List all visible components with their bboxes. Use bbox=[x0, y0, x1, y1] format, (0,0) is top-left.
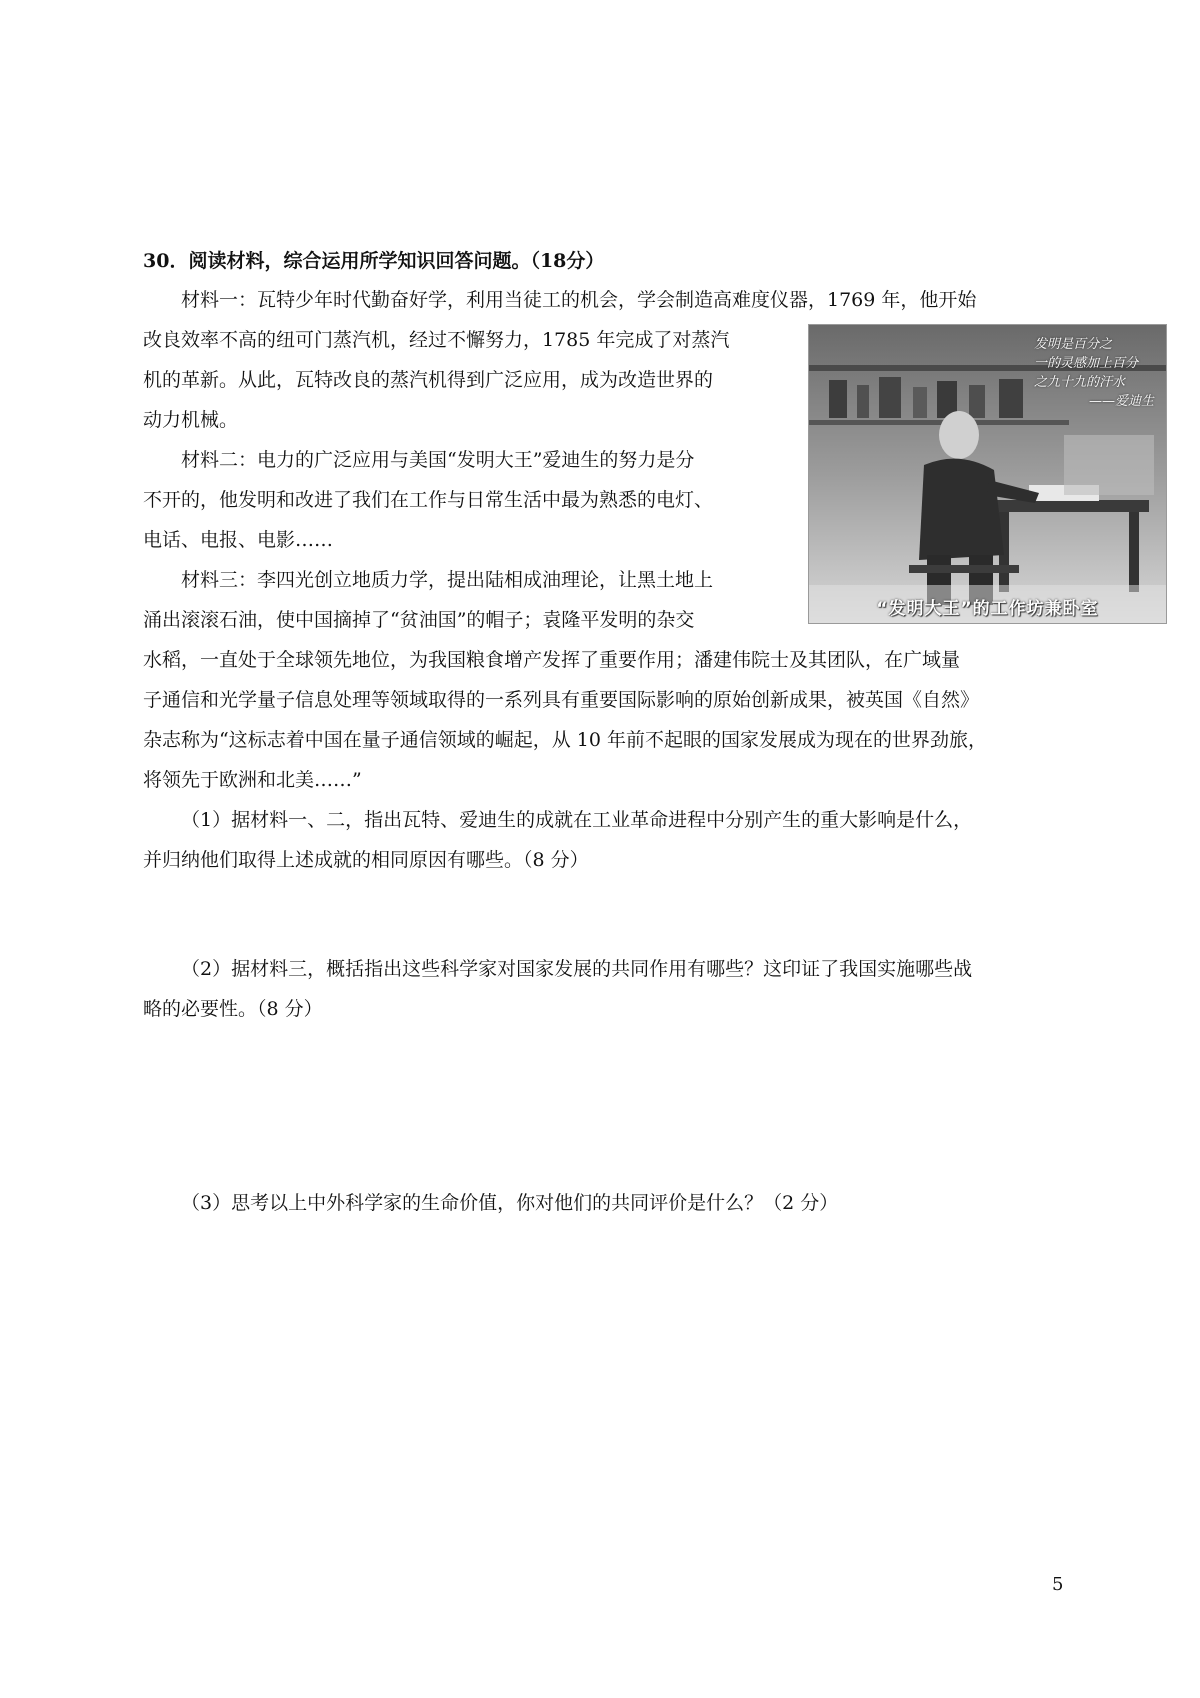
photo-caption: “发明大王”的工作坊兼卧室 bbox=[876, 599, 1099, 619]
sub-question-1-line: 并归纳他们取得上述成就的相同原因有哪些。（8 分） bbox=[143, 849, 589, 871]
material3-line: 涌出滚滚石油，使中国摘掉了“贫油国”的帽子；袁隆平发明的杂交 bbox=[143, 609, 695, 631]
material3-line: 材料三：李四光创立地质力学，提出陆相成油理论，让黑土地上 bbox=[181, 569, 714, 591]
material3-line: 水稻，一直处于全球领先地位，为我国粮食增产发挥了重要作用；潘建伟院士及其团队，在广域量 bbox=[143, 649, 961, 671]
material3-line: 将领先于欧洲和北美……” bbox=[143, 769, 362, 791]
material3-line: 子通信和光学量子信息处理等领域取得的一系列具有重要国际影响的原始创新成果，被英国《自然》 bbox=[143, 689, 980, 711]
question-title: 30．阅读材料，综合运用所学知识回答问题。（18分） bbox=[143, 250, 605, 272]
material1-line: 动力机械。 bbox=[143, 409, 239, 431]
quote-line: 之九十九的汗水 bbox=[1034, 375, 1126, 390]
material1-line: 改良效率不高的纽可门蒸汽机，经过不懈努力，1785 年完成了对蒸汽 bbox=[143, 329, 730, 351]
material1-line: 材料一：瓦特少年时代勤奋好学，利用当徒工的机会，学会制造高难度仪器，1769 年，他开始 bbox=[181, 289, 977, 311]
page-number: 5 bbox=[1052, 1574, 1064, 1595]
edison-workshop-photo bbox=[808, 324, 1167, 624]
material2-line: 电话、电报、电影…… bbox=[143, 529, 334, 551]
quote-line: 发明是百分之 bbox=[1034, 337, 1113, 352]
material1-line: 机的革新。从此，瓦特改良的蒸汽机得到广泛应用，成为改造世界的 bbox=[143, 369, 714, 391]
quote-line: 一的灵感加上百分 bbox=[1034, 356, 1139, 371]
material3-line: 杂志称为“这标志着中国在量子通信领域的崛起，从 10 年前不起眼的国家发展成为现在的世界劲旅， bbox=[143, 729, 987, 751]
sub-question-3-line: （3）思考以上中外科学家的生命价值，你对他们的共同评价是什么？（2 分） bbox=[181, 1192, 839, 1214]
sub-question-2-line: （2）据材料三，概括指出这些科学家对国家发展的共同作用有哪些？这印证了我国实施哪些战 bbox=[181, 958, 973, 980]
edison-quote bbox=[1034, 335, 1154, 411]
quote-line: ——爱迪生 bbox=[1088, 394, 1154, 409]
material2-line: 不开的，他发明和改进了我们在工作与日常生活中最为熟悉的电灯、 bbox=[143, 489, 714, 511]
material2-line: 材料二：电力的广泛应用与美国“发明大王”爱迪生的努力是分 bbox=[181, 449, 695, 471]
sub-question-2-line: 略的必要性。（8 分） bbox=[143, 998, 323, 1020]
sub-question-1-line: （1）据材料一、二，指出瓦特、爱迪生的成就在工业革命进程中分别产生的重大影响是什么， bbox=[181, 809, 973, 831]
